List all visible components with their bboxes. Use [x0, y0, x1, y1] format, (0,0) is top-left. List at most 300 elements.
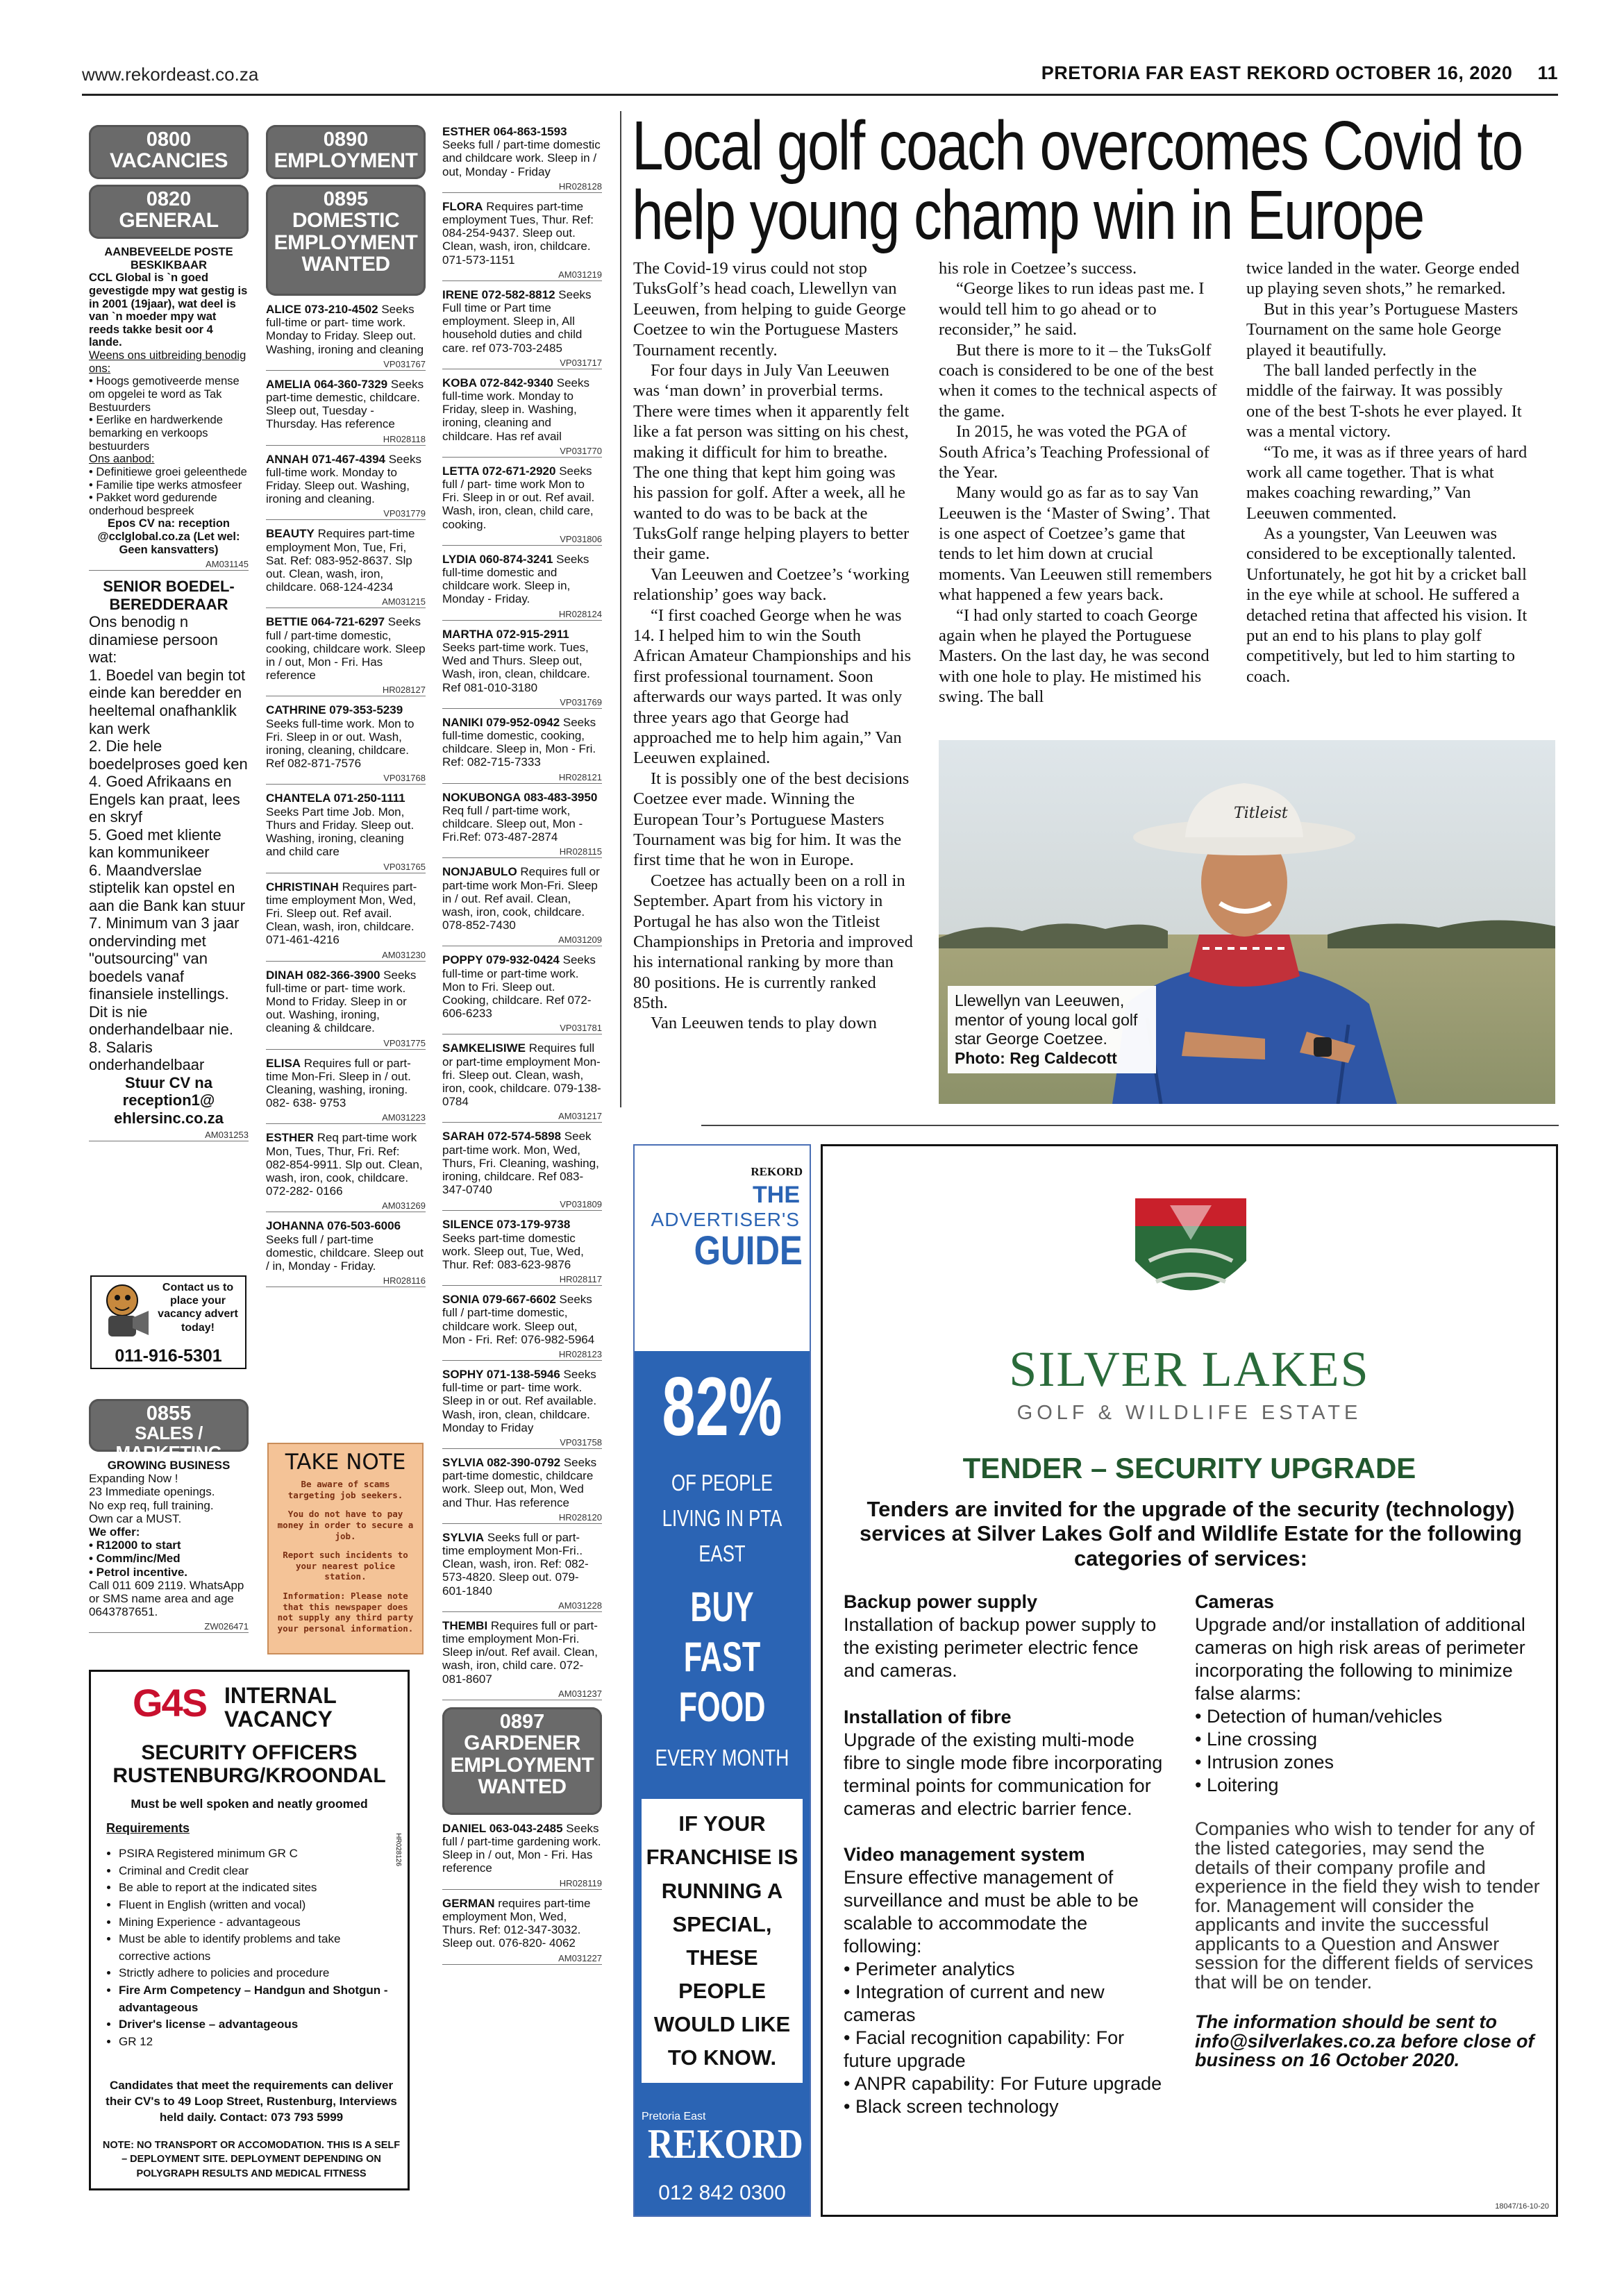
ad-item: 1. Boedel van begin tot einde kan beredder en heeltemal onafhanklik kan werk	[89, 666, 246, 737]
advertisers-guide-ad	[633, 1144, 811, 2285]
category-name: SALES / MARKETING	[115, 1423, 222, 1463]
ad-name: DANIEL 063-043-2485	[442, 1821, 563, 1835]
requirement-item: • GR 12	[119, 2034, 390, 2051]
companies-text: Companies who wish to tender for any of the listed categories, may send the details of their company profile and experience in the field they wish to tender for. Management will consider the applicants and invite the successful applicants to a Question and Answer session for the different fields of services that will be on tender.	[1195, 1818, 1540, 1993]
silver-lakes-logo-name: SILVER LAKES	[1009, 1341, 1370, 1397]
ad-item: • Definitiewe groei geleenthede	[89, 465, 247, 478]
ad-body: Seeks full / part-time gardening work. Sleep in / out, Mon - Fri. Has reference	[442, 1821, 601, 1875]
ad-intro: CCL Global is `n goed gevestigde mpy wat gestig is in 2001 (19jaar), wat deel is van `n moeder mpy wat reeds takke besit oor 4 lande.	[89, 271, 248, 349]
ad-ref: AM031230	[266, 950, 426, 962]
ad-item: • Familie tipe werks atmosfeer	[89, 478, 242, 492]
notice-line: Be aware of scams targeting job seekers.	[287, 1479, 403, 1500]
classified-column-2	[266, 125, 426, 1294]
classified-ad	[442, 716, 602, 769]
classified-ad	[442, 953, 602, 1020]
ad-item: 8. Salaris onderhandelbaar	[89, 1038, 205, 1074]
tender-section	[844, 1591, 1170, 1682]
ad-item: 5. Goed met kliente kan kommunikeer	[89, 826, 221, 862]
article-paragraph: But in this year’s Portuguese Masters Tournament on the same hole George played it beautifully.	[1246, 299, 1518, 360]
cameras-item: • Detection of human/vehicles	[1195, 1705, 1443, 1727]
silver-lakes-shield-icon	[1121, 1178, 1260, 1320]
ad-body: Seeks part-time work. Tues, Wed and Thurs. Sleep out, Wash, iron, clean, childcare. Ref 081-010-3180	[442, 640, 590, 694]
page-number: 11	[1537, 62, 1558, 83]
ad-ref: AM031228	[442, 1600, 602, 1612]
requirement-item: • Strictly adhere to policies and procedure	[119, 1965, 390, 1982]
header-rule	[82, 94, 1558, 96]
classified-ad	[266, 1219, 426, 1273]
classified-ad	[266, 880, 426, 947]
notice-line: Report such incidents to your nearest police station.	[283, 1550, 408, 1582]
tender-section	[844, 1706, 1170, 1820]
ad-ref: VP031717	[442, 358, 602, 369]
article-column-1	[633, 258, 914, 1034]
ad-body: Requires full or part-time work Mon-Fri. Sleep in / out. Ref avail. Clean, wash, iron, cook, childcare. 078-852-7430	[442, 865, 600, 932]
requirement-item: • Fluent in English (written and vocal)	[119, 1897, 390, 1914]
vacancy-closing: Candidates that meet the requirements can deliver their CV's to 49 Loop Street, Rustenburg, Interviews held daily. Contact: 073 793 5999	[106, 2079, 397, 2124]
notice-line: Information: Please note that this newspaper does not supply any third party your personal information.	[277, 1591, 414, 1634]
classified-ad	[442, 376, 602, 443]
article-paragraph: But there is more to it – the TuksGolf coach is considered to be one of the best when it comes to the technical aspects of the game.	[939, 340, 1217, 421]
article-paragraph: “I first coached George when he was 14. I helped him to win the South African Amateur Championships and his first professional tournament. Soon afterwards our ways parted. It was only three years ago that George had approached me to help him again,” Van Leeuwen explained.	[633, 605, 912, 768]
take-note-notice	[267, 1443, 424, 1654]
ad-name: FLORA	[442, 199, 483, 213]
ad-body: Seeks full-time work. Monday to Friday. Sleep out. Washing, ironing and cleaning.	[266, 452, 421, 506]
ad-item: • Petrol incentive.	[89, 1565, 187, 1579]
ad-body: Seeks full-time work. Mon to Fri. Sleep in or out. Wash, ironing, cleaning, childcare. Ref 082-871-7576	[266, 717, 415, 771]
g4s-vacancy-ad	[89, 1670, 410, 2190]
category-code: 0820	[146, 188, 192, 210]
cameras-heading: Cameras	[1195, 1591, 1275, 1612]
classified-ad	[442, 1368, 602, 1434]
article-paragraph: It is possibly one of the best decisions Coetzee ever made. Winning the European Tour’s Portuguese Masters Tournament was big for him. It was the first time that he won in Europe.	[633, 769, 910, 870]
guide-blue-panel	[635, 1351, 810, 2285]
ad-body: Requires part-time employment Mon, Tue, Fri, Sat. Ref: 083-952-8637. Slp out. Clean, wash, iron, childcare. 068-124-4234	[266, 527, 415, 594]
ad-ref: VP031758	[442, 1437, 602, 1449]
ad-name: DINAH 082-366-3900	[266, 968, 380, 982]
ad-name: MARTHA 072-915-2911	[442, 627, 569, 641]
requirement-item: • Criminal and Credit clear	[119, 1863, 390, 1880]
article-paragraph: Many would go as far as to say Van Leeuwen is the ‘Master of Swing’. That is one aspect of Coetzee’s game that tends to let him down at crucial moments. Van Leeuwen still remembers what happened a few years back.	[939, 483, 1212, 605]
site-url[interactable]: www.rekordeast.co.za	[82, 64, 259, 85]
requirement-item: • Be able to report at the indicated sites	[119, 1879, 390, 1897]
ad-ref: ZW026471	[89, 1621, 249, 1633]
classified-ad	[442, 1822, 602, 1875]
ad-ref: VP031765	[266, 862, 426, 873]
article-column-3	[1246, 258, 1527, 687]
ad-body: Requires part-time employment Mon, Wed, Fri. Sleep out. Ref avail. Clean, wash, iron, childcare. 071-461-4216	[266, 880, 417, 947]
ad-name: AMELIA 064-360-7329	[266, 377, 388, 391]
category-code: 0855	[146, 1402, 192, 1425]
requirement-item: • PSIRA Registered minimum GR C	[119, 1845, 390, 1863]
classified-ad	[442, 1456, 602, 1509]
silver-lakes-tender-ad	[821, 1144, 1558, 2217]
ad-name: SYLVIA	[442, 1530, 485, 1544]
category-name: VACANCIES	[110, 149, 228, 173]
ad-name: CHRISTINAH	[266, 880, 339, 894]
ad-item: 4. Goed Afrikaans en Engels kan praat, lees en skryf	[89, 773, 240, 826]
guide-line-3: EVERY MONTH	[655, 1745, 789, 1771]
ad-body: Seeks full-time or part- time work. Monday to Friday. Sleep out. Washing, ironing and cleaning	[266, 303, 424, 356]
ad-item: • Hoogs gemotiveerde mense om opgelei te word as Tak Bestuurders	[89, 375, 240, 414]
classified-ad	[442, 200, 602, 267]
guide-phone[interactable]: 012 842 0300	[658, 2181, 786, 2204]
ad-body: Seeks full / part-time domestic, cooking, childcare work. Sleep in / out, Mon - Fri. Has reference	[266, 615, 426, 682]
classified-ad	[442, 1531, 602, 1598]
ad-ref: AM031237	[442, 1689, 602, 1700]
ad-ccl-global	[89, 246, 249, 556]
article-paragraph: Van Leeuwen and Coetzee’s ‘working relationship’ goes way back.	[633, 564, 910, 605]
ad-body: Seeks full-time or part- time work. Mond to Friday. Sleep in or out. Washing, ironing, cleaning & childcare.	[266, 968, 417, 1035]
category-name: DOMESTIC EMPLOYMENT WANTED	[274, 209, 418, 276]
classified-ad	[266, 969, 426, 1035]
classified-ad	[266, 303, 426, 356]
ad-name: JOHANNA 076-503-6006	[266, 1219, 401, 1233]
ad-ref: VP031781	[442, 1023, 602, 1034]
ad-ref: AM031219	[442, 269, 602, 281]
ad-name: THEMBI	[442, 1618, 488, 1632]
classified-column-1-lower	[89, 1399, 249, 1640]
ad-name: ANNAH 071-467-4394	[266, 452, 385, 466]
publication-title: PRETORIA FAR EAST REKORD OCTOBER 16, 2020	[1041, 62, 1513, 83]
ad-subheading: We offer:	[89, 1525, 140, 1539]
notice-line: You do not have to pay money in order to secure a job.	[277, 1509, 414, 1541]
ad-body: Req part-time work Mon, Tues, Thur, Fri. Ref: 082-854-9911. Slp out. Clean, wash, iron, cook, childcare. 072-282- 0166	[266, 1131, 423, 1198]
article-paragraph: In 2015, he was voted the PGA of South Africa’s Teaching Professional of the Year.	[939, 422, 1209, 482]
column-divider	[620, 111, 621, 1107]
category-gardener-employment-wanted	[442, 1707, 602, 1815]
classified-ad	[442, 1218, 602, 1271]
contact-advert	[90, 1275, 246, 1369]
guide-advertisers: ADVERTISER'S	[651, 1209, 800, 1230]
notice-title: TAKE NOTE	[285, 1450, 406, 1475]
ad-ref: HR028118	[266, 434, 426, 446]
photo-credit: Photo: Reg Caldecott	[955, 1048, 1117, 1067]
classified-ad	[442, 865, 602, 932]
ad-name: IRENE 072-582-8812	[442, 287, 555, 301]
ad-name: KOBA 072-842-9340	[442, 376, 554, 389]
category-code: 0890	[323, 128, 369, 151]
category-domestic-employment-wanted	[266, 185, 426, 296]
ad-name: ESTHER	[266, 1131, 314, 1145]
ad-ref: VP031775	[266, 1038, 426, 1050]
category-sales-marketing	[89, 1399, 249, 1463]
ad-senior-boedel	[89, 578, 249, 1127]
ad-ref: HR028126	[394, 1833, 402, 1866]
vacancy-title: INTERNAL VACANCY	[224, 1683, 337, 1732]
ad-item: 2. Die hele boedelproses goed ken	[89, 737, 248, 773]
ad-line: No exp req, full training.	[89, 1498, 214, 1512]
caption-text: Llewellyn van Leeuwen, mentor of young local golf star George Coetzee.	[955, 991, 1138, 1048]
classified-ad	[266, 791, 426, 858]
classified-ad	[442, 1130, 602, 1196]
ad-ref: AM031145	[89, 559, 249, 571]
ad-body: Requires part-time employment Tues, Thur. Ref: 084-254-9437. Sleep out. Clean, wash, iron, childcare. 071-573-1151	[442, 199, 594, 267]
ad-name: SOPHY 071-138-5946	[442, 1368, 560, 1382]
contact-phone[interactable]: 011-916-5301	[115, 1346, 222, 1366]
ad-ref: 18047/16-10-20	[1495, 2202, 1549, 2211]
ad-body: Requires full or part-time employment Mon-fri. Sleep out. Clean, wash, iron, cook, childcare. 079-138-0784	[442, 1041, 601, 1109]
classified-ad	[266, 453, 426, 506]
cameras-item: • Line crossing	[1195, 1728, 1318, 1750]
ad-ref: HR028124	[442, 609, 602, 621]
ad-name: LETTA 072-671-2920	[442, 464, 556, 478]
closing-text: The information should be sent to info@silverlakes.co.za before close of business on 16 October 2020.	[1195, 2011, 1534, 2071]
ad-name: POPPY 079-932-0424	[442, 953, 560, 967]
ad-subheading: Weens ons uitbreiding benodig ons:	[89, 349, 246, 375]
ad-name: NOKUBONGA 083-483-3950	[442, 790, 598, 804]
classified-ad	[266, 1057, 426, 1110]
ad-ref: HR028127	[266, 685, 426, 696]
ad-ref: AM031253	[89, 1130, 249, 1141]
section-rule	[701, 1125, 1559, 1126]
requirements-heading: Requirements	[106, 1821, 190, 1835]
classified-ad	[266, 1131, 426, 1198]
ad-body: Seeks part-time demestic, childcare. Sleep out, Tuesday - Thursday. Has reference	[266, 377, 424, 431]
classified-ad	[266, 378, 426, 431]
ad-item: • Eerlike en hardwerkende bemarking en verkoops bestuurders	[89, 414, 223, 453]
ad-title: SENIOR BOEDEL-BEREDDERAAR	[103, 578, 235, 613]
tender-section-heading: Backup power supply	[844, 1591, 1038, 1612]
tender-title: TENDER – SECURITY UPGRADE	[962, 1452, 1416, 1484]
domestic-ads-list	[266, 303, 426, 1287]
ad-body: Seeks full or part-time employment Mon-Fri.. Clean, wash, iron. Ref: 082-573-4820. Sleep out. 079-601-1840	[442, 1530, 589, 1598]
article-paragraph: The Covid-19 virus could not stop TuksGolf’s head coach, Llewellyn van Leeuwen, from helping to guide George Coetzee to win the Portuguese Masters Tournament recently.	[633, 259, 906, 360]
classified-ad	[442, 1619, 602, 1686]
classified-ad	[442, 1293, 602, 1346]
article-paragraph: Coetzee has actually been on a roll in September. Apart from his victory in Portugal he has also won the Titleist Championships in Pretoria and improved his international ranking by more than 80 positions. He is currently ranked 85th.	[633, 871, 913, 1013]
ad-item: • R12000 to start	[89, 1539, 181, 1552]
vacancy-position: SECURITY OFFICERS RUSTENBURG/KROONDAL	[112, 1741, 386, 1787]
requirement-item: • Driver's license – advantageous	[119, 2016, 390, 2034]
article-paragraph: “I had only started to coach George again when he played the Portuguese Masters. On the last day, he was second with one hole to play. He mistimed his swing. The ball	[939, 605, 1209, 707]
article-paragraph: “To me, it was as if three years of hard work all came together. That is what makes coaching rewarding,” Van Leeuwen commented.	[1246, 442, 1527, 523]
ad-ref: VP031769	[442, 697, 602, 709]
ad-contact: Stuur CV na reception1@ ehlersinc.co.za	[114, 1073, 224, 1127]
ad-body: Seeks full / part-time domestic, childcare work. Sleep out, Mon - Fri. Ref: 076-982-5964	[442, 1293, 595, 1346]
article-paragraph: “George likes to run ideas past me. I would tell him to go ahead or to reconsider,” he said.	[939, 279, 1205, 340]
ad-ref: AM031209	[442, 935, 602, 946]
category-name: GENERAL	[119, 209, 219, 233]
ad-body: Seeks part-time domestic, childcare work. Sleep out, Mon, Wed and Thur. Has reference	[442, 1456, 597, 1509]
ad-name: SYLVIA 082-390-0792	[442, 1456, 561, 1470]
photo-caption	[948, 986, 1156, 1073]
article-paragraph: As a youngster, Van Leeuwen was considered to be exceptionally talented. Unfortunately, he got hit by a cricket ball in the eye while at school. He suffered a detached retina that affected his vision. It put an end to his plans to play golf competitively, but led to him starting to coach.	[1246, 524, 1527, 686]
article-headline: Local golf coach overcomes Covid to help young champ win in Europe	[632, 107, 1523, 254]
ad-title: AANBEVEELDE POSTE BESKIKBAAR	[104, 246, 233, 271]
ad-body: Seeks full-time work. Monday to Friday, sleep in. Washing, ironing, cleaning and childcare. Has ref avail	[442, 376, 589, 443]
ad-body: Seeks Full time or Part time employment. Sleep in, All household duties and child care. ref 073-703-2485	[442, 287, 592, 355]
ad-body: Requires full or part-time employment Mon-Fri. Sleep in/out. Ref avail. Clean, wash, iron, child care. 072-081-8607	[442, 1618, 598, 1686]
ad-name: GERMAN	[442, 1896, 495, 1910]
ad-contact: Call 011 609 2119. WhatsApp or SMS name area and age 0643787651.	[89, 1578, 244, 1619]
ad-name: BETTIE 064-721-6297	[266, 615, 385, 629]
classified-ad	[442, 464, 602, 531]
category-code: 0895	[323, 188, 369, 210]
ad-ref: VP031779	[266, 508, 426, 520]
ad-ref: HR028119	[442, 1878, 602, 1890]
ad-name: NANIKI 079-952-0942	[442, 715, 560, 729]
megaphone-mascot-icon	[94, 1280, 150, 1341]
ad-name: CATHRINE 079-353-5239	[266, 703, 403, 717]
guide-line-2: BUY FAST FOOD	[678, 1584, 766, 1731]
ad-ref: AM031227	[442, 1953, 602, 1965]
guide-the: THE	[753, 1182, 800, 1208]
ad-ref: HR028116	[266, 1275, 426, 1287]
requirements-list	[119, 1845, 390, 2051]
contact-text: Contact us to place your vacancy advert today!	[158, 1282, 238, 1334]
ad-ref: VP031770	[442, 446, 602, 458]
category-general	[89, 185, 249, 239]
ad-title: GROWING BUSINESS	[107, 1459, 231, 1472]
tender-section-text: Upgrade of the existing multi-mode fibre to single mode fibre incorporating terminal points for communication for cameras and electric barrier fence.	[844, 1729, 1163, 1819]
ad-ref: AM031215	[266, 596, 426, 608]
ad-name: ESTHER 064-863-1593	[442, 125, 567, 138]
classified-ad	[266, 527, 426, 594]
classified-ad	[442, 1897, 602, 1950]
ad-name: SILENCE 073-179-9738	[442, 1218, 571, 1232]
ad-subheading: Ons aanbod:	[89, 453, 155, 466]
guide-title: GUIDE	[694, 1228, 803, 1273]
ad-body: Seeks full-time or part- time work. Sleep in or out. Ref available. Wash, iron, clean, childcare. Monday to Friday	[442, 1368, 597, 1434]
guide-brand-small: Pretoria East	[642, 2110, 706, 2122]
ad-body: requires part-time employment Mon, Wed, Thurs. Ref: 012-347-3032. Sleep out. 076-820- 4062	[442, 1896, 591, 1950]
ad-ref: VP031768	[266, 773, 426, 785]
ad-name: CHANTELA 071-250-1111	[266, 791, 405, 805]
classified-ad	[442, 791, 602, 844]
article-paragraph: For four days in July Van Leeuwen was ‘man down’ in proverbial terms. There were times when it apparently felt like a fat person was sitting on his chest, making it difficult for him to breathe. The one thing that kept him going was his passion for golf. After a week, all he wanted to do was to be back at the TuksGolf range helping players to better their game.	[633, 360, 910, 564]
tender-section-text: Ensure effective management of surveillance and must be able to be scalable to accommodate the following:	[844, 1867, 1139, 1957]
ad-body: Seeks full / part- time work Mon to Fri. Sleep in or out. Ref avail. Wash, iron, clean, child care, cooking.	[442, 464, 595, 531]
classified-column-3	[442, 125, 602, 1972]
tender-item: • Perimeter analytics	[844, 1959, 1015, 1980]
ad-name: ELISA	[266, 1056, 301, 1070]
classified-ad	[442, 553, 602, 606]
category-name: EMPLOYMENT	[274, 149, 418, 173]
g4s-logo: G4S	[133, 1681, 207, 1725]
ad-name: ALICE 073-210-4502	[266, 303, 378, 316]
ad-ref: VP031806	[442, 534, 602, 546]
classified-ad	[442, 125, 602, 178]
silver-lakes-logo-sub: GOLF & WILDLIFE ESTATE	[1016, 1402, 1362, 1424]
article-paragraph: twice landed in the water. George ended up playing seven shots,” he remarked.	[1246, 259, 1520, 299]
ad-name: SAMKELISIWE	[442, 1041, 526, 1055]
tender-item: • ANPR capability: For Future upgrade	[844, 2072, 1162, 2094]
vacancy-subtitle: Must be well spoken and neatly groomed	[131, 1797, 368, 1811]
ad-ref: HR028128	[442, 181, 602, 193]
ad-ref: AM031223	[266, 1112, 426, 1124]
gardener-ads-list	[442, 1822, 602, 1965]
classified-ad	[442, 1041, 602, 1108]
ad-body: Seeks full / part-time domestic and childcare work. Sleep in / out, Monday - Friday	[442, 138, 601, 178]
tender-sections-left	[844, 1591, 1170, 2142]
tender-intro: Tenders are invited for the upgrade of the security (technology) services at Silver Lakes Golf and Wildlife Estate for the following categories of services:	[859, 1497, 1523, 1570]
ad-ref: HR028115	[442, 846, 602, 858]
ad-item: 6. Maandverslae stiptelik kan opstel en aan die Bank kan stuur	[89, 861, 246, 914]
ad-item: 7. Minimum van 3 jaar ondervinding met "outsourcing" van boedels vanaf finansiele instellings. Dit is nie onderhandelbaar nie.	[89, 914, 240, 1039]
ad-ref: VP031809	[442, 1199, 602, 1211]
requirement-item: • Fire Arm Competency – Handgun and Shotgun - advantageous	[119, 1982, 390, 2016]
ad-name: SONIA 079-667-6602	[442, 1293, 556, 1307]
tender-item: • Integration of current and new cameras	[844, 1981, 1105, 2025]
article-paragraph: Van Leeuwen tends to play down	[651, 1014, 877, 1033]
ad-ref: HR028123	[442, 1349, 602, 1361]
ad-ref: AM031269	[266, 1200, 426, 1212]
cameras-text: Upgrade and/or installation of additional cameras on high risk areas of perimeter incorporating the following to minimize false alarms:	[1195, 1614, 1525, 1704]
ad-item: • Comm/inc/Med	[89, 1552, 181, 1566]
tender-section	[844, 1843, 1170, 2118]
vacancy-note: NOTE: NO TRANSPORT OR ACCOMODATION. THIS IS A SELF – DEPLOYMENT SITE. DEPLOYMENT DEPENDING ON POLYGRAPH RESULTS AND MEDICAL FITNESS	[102, 2140, 401, 2179]
classified-ad	[266, 703, 426, 770]
ad-contact: Epos CV na: reception @cclglobal.co.za (Let wel: Geen kansvatters)	[97, 517, 240, 556]
ad-name: SARAH 072-574-5898	[442, 1130, 562, 1143]
ad-body: Seek part-time work. Mon, Wed, Thurs, Fri. Cleaning, washing, ironing, childcare. Ref 083-347-0740	[442, 1130, 599, 1197]
ad-line: Own car a MUST.	[89, 1511, 182, 1525]
ad-body: Seeks full-time domestic, cooking, childcare. Sleep in, Mon - Fri. Ref: 082-715-7333	[442, 715, 596, 769]
guide-line-4: IF YOUR FRANCHISE IS RUNNING A SPECIAL, THESE PEOPLE WOULD LIKE TO KNOW.	[642, 1799, 803, 2082]
cameras-item: • Intrusion zones	[1195, 1751, 1334, 1773]
ad-ref: HR028121	[442, 772, 602, 784]
guide-percent: 82%	[662, 1360, 782, 1453]
cameras-item: • Loitering	[1195, 1774, 1279, 1795]
tender-section-right	[1195, 1591, 1542, 2070]
category-code: 0897	[499, 1710, 545, 1733]
requirement-item: • Mining Experience - advantageous	[119, 1914, 390, 1932]
ad-ref: HR028120	[442, 1512, 602, 1524]
rekord-logo: REKORD	[647, 2120, 803, 2167]
article-paragraph: his role in Coetzee’s success.	[939, 259, 1137, 278]
ad-body: Seeks part-time domestic work. Sleep out, Tue, Wed, Thur. Ref: 083-623-9876	[442, 1231, 584, 1271]
tender-section-text: Installation of backup power supply to the existing perimeter electric fence and cameras.	[844, 1614, 1157, 1681]
ad-growing-business	[89, 1459, 249, 1618]
ad-body: Seeks full / part-time domestic, childcare. Sleep out / in, Monday - Friday.	[266, 1232, 424, 1273]
category-code: 0800	[146, 128, 192, 151]
tender-item: • Facial recognition capability: For future upgrade	[844, 2027, 1125, 2071]
ad-line: Expanding Now !	[89, 1472, 178, 1486]
ad-name: NONJABULO	[442, 865, 517, 879]
classified-column-1	[89, 125, 249, 1148]
rekord-small-logo: REKORD	[751, 1165, 803, 1178]
cap-brand-text: Titleist	[1234, 805, 1288, 822]
classified-ad	[442, 288, 602, 355]
ad-body: Seeks full-time or part-time work. Mon to Fri. Sleep out. Cooking, childcare. Ref 072-606-6233	[442, 953, 596, 1021]
classified-ad	[266, 615, 426, 682]
tender-section-heading: Installation of fibre	[844, 1706, 1012, 1727]
ad-body: Ons benodig n dinamiese persoon wat:	[89, 613, 218, 667]
requirement-item: • Must be able to identify problems and take corrective actions	[119, 1931, 390, 1965]
ad-name: BEAUTY	[266, 527, 315, 541]
ad-ref: VP031767	[266, 359, 426, 371]
ad-name: LYDIA 060-874-3241	[442, 552, 553, 566]
ad-item: • Pakket word gedurende onderhoud bespreek	[89, 492, 217, 517]
domestic-ads-list-2	[442, 125, 602, 1700]
classified-ad	[442, 628, 602, 694]
ad-ref: HR028117	[442, 1274, 602, 1286]
category-employment	[266, 125, 426, 179]
ad-body: Seeks Part time Job. Mon, Thurs and Friday. Sleep out. Washing, ironing, cleaning and child care	[266, 805, 415, 859]
guide-distribution: Distributing 78 780 community papers every week	[649, 2214, 795, 2285]
article-paragraph: The ball landed perfectly in the middle of the fairway. It was possibly one of the best T-shots he ever played. It was a mental victory.	[1246, 360, 1522, 442]
article-column-2	[939, 258, 1220, 707]
publication-line	[1041, 62, 1558, 84]
category-vacancies	[89, 125, 249, 179]
tender-item: • Black screen technology	[844, 2095, 1059, 2117]
tender-section-heading: Video management system	[844, 1844, 1085, 1866]
ad-ref: AM031217	[442, 1111, 602, 1123]
ad-body: Req full / part-time work, childcare. Sleep out, Mon - Fri.Ref: 073-487-2874	[442, 803, 583, 844]
category-name: GARDENER EMPLOYMENT WANTED	[450, 1732, 594, 1799]
ad-body: Seeks full-time domestic and childcare work. Sleep in, Monday - Friday.	[442, 552, 589, 606]
ad-body: Requires full or part-time Mon-Fri. Sleep in / out. Cleaning, washing, ironing. 082- 638- 9753	[266, 1056, 411, 1110]
